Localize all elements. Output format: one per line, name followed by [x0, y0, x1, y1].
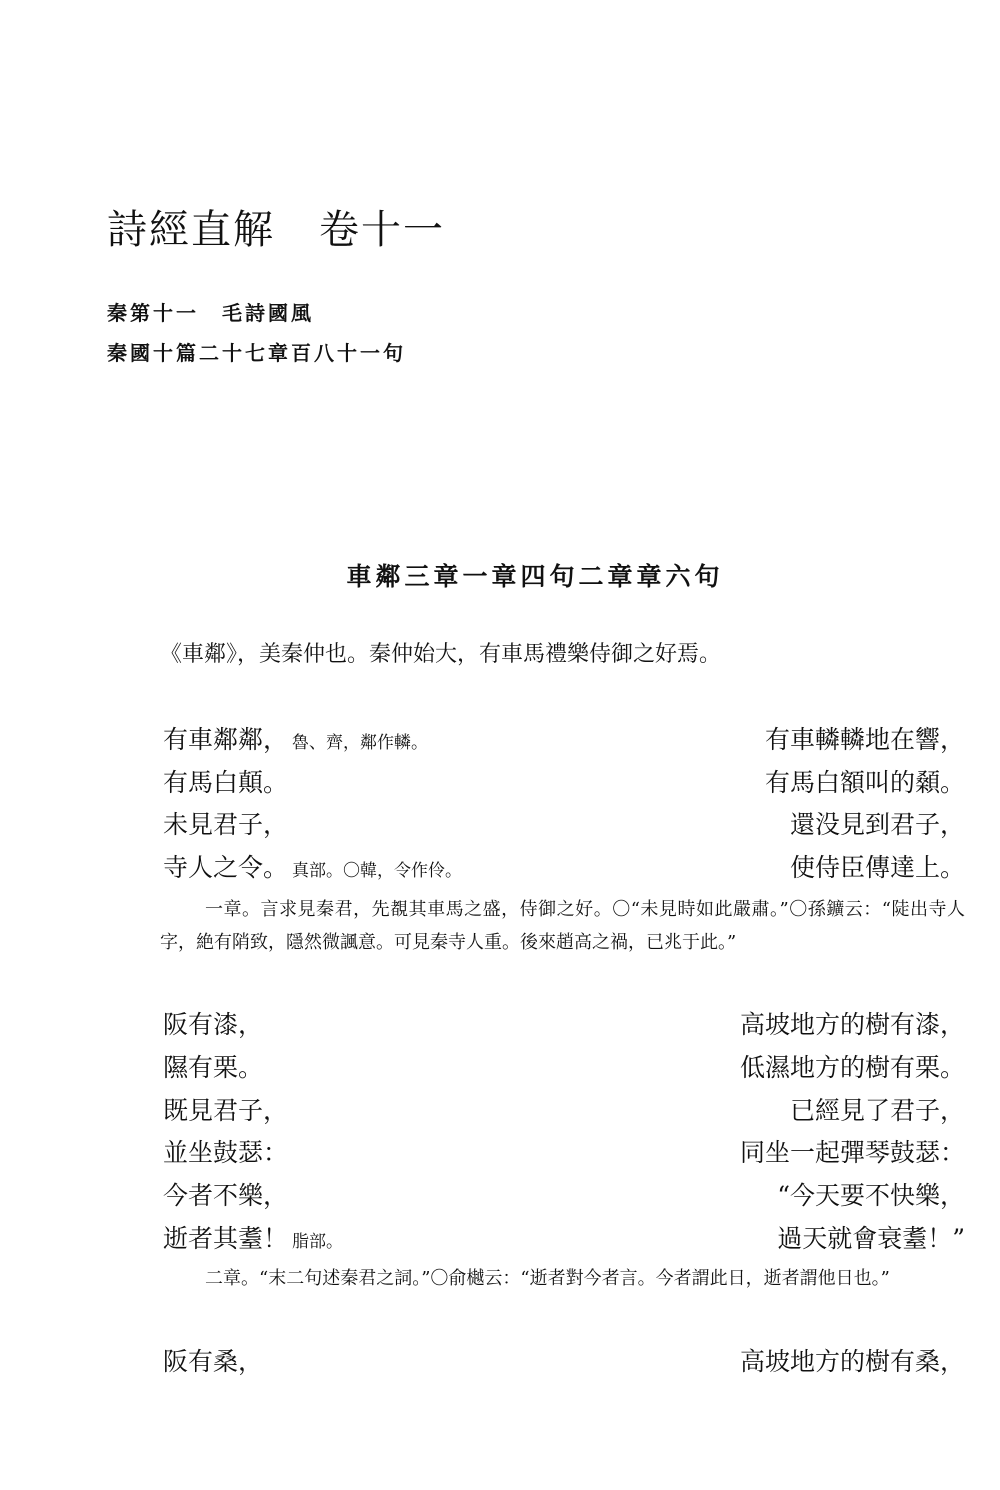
- verse-translation: “今天要不快樂，: [777, 1181, 965, 1211]
- original-text: 寺人之令。: [163, 852, 289, 882]
- poem-heading: 車鄰三章一章四句二章章六句: [346, 562, 724, 591]
- verse-row: [163, 1175, 965, 1218]
- verse-row: [163, 1004, 965, 1047]
- original-text: 阪有漆，: [163, 1010, 264, 1039]
- original-text: 阪有桑，: [163, 1347, 264, 1376]
- verse-row: [163, 1218, 965, 1261]
- original-text: 隰有栗。: [163, 1052, 264, 1082]
- verse-note: 脂部。: [292, 1231, 344, 1252]
- original-text: 今者不樂，: [163, 1181, 289, 1211]
- subtitle-line: 秦第十一 毛詩國風: [107, 301, 314, 325]
- verse-translation: 有車轔轔地在響，: [764, 725, 965, 754]
- book-title: 詩經直解: [107, 207, 275, 253]
- verse-row: [163, 1090, 965, 1133]
- original-text: 並坐鼓瑟：: [163, 1138, 289, 1168]
- verse-translation: 高坡地方的樹有桑，: [739, 1347, 965, 1376]
- verse-row: [163, 804, 965, 847]
- original-text: 逝者其耋！: [163, 1223, 289, 1253]
- verse-original: [163, 719, 428, 765]
- verse-translation: 過天就會衰耋！”: [777, 1223, 965, 1253]
- verse-translation: 有馬白額叫的顙。: [764, 767, 965, 797]
- verse-original: [163, 847, 462, 893]
- stanza-2-commentary: 二章。“末二句述秦君之詞。”〇俞樾云：“逝者對今者言。今者謂此日，逝者謂他日也。”: [205, 1268, 890, 1289]
- verse-row: [163, 1047, 965, 1090]
- verse-row: [163, 762, 965, 805]
- verse-translation: 同坐一起彈琴鼓瑟：: [739, 1138, 965, 1168]
- poem-preface: 《車鄰》，美秦仲也。秦仲始大，有車馬禮樂侍御之好焉。: [160, 642, 722, 667]
- verse-original: [163, 1218, 343, 1264]
- stanza-1-commentary: 一章。言求見秦君，先覩其車馬之盛，侍御之好。〇“未見時如此嚴肅。”〇孫鑛云：“陡出寺人字，絶有陗致，隱然微諷意。可見秦寺人重。後來趙高之禍，已兆于此。”: [160, 899, 965, 953]
- stanza-1: [163, 719, 965, 889]
- verse-translation: 還没見到君子，: [789, 810, 965, 839]
- section-subtitle: [107, 293, 406, 373]
- verse-translation: 已經見了君子，: [789, 1095, 965, 1125]
- original-text: 有馬白顛。: [163, 767, 289, 797]
- original-text: 既見君子，: [163, 1095, 289, 1125]
- verse-translation: 低濕地方的樹有栗。: [739, 1052, 965, 1082]
- volume-label: 卷十一: [319, 207, 445, 253]
- stanza-3: [163, 1341, 965, 1384]
- verse-row: [163, 1132, 965, 1175]
- verse-translation: 高坡地方的樹有漆，: [739, 1010, 965, 1039]
- verse-row: [163, 1341, 965, 1384]
- subtitle-line: 秦國十篇二十七章百八十一句: [107, 341, 406, 365]
- verse-note: 魯、齊，鄰作轔。: [292, 733, 429, 753]
- original-text: 有車鄰鄰，: [163, 725, 289, 754]
- verse-row: [163, 847, 965, 890]
- verse-translation: 使侍臣傳達上。: [789, 852, 965, 882]
- stanza-2: [163, 1004, 965, 1261]
- verse-note: 真部。〇韓，令作伶。: [292, 860, 463, 881]
- verse-row: [163, 719, 965, 762]
- chapter-title: [107, 205, 445, 255]
- original-text: 未見君子，: [163, 810, 289, 839]
